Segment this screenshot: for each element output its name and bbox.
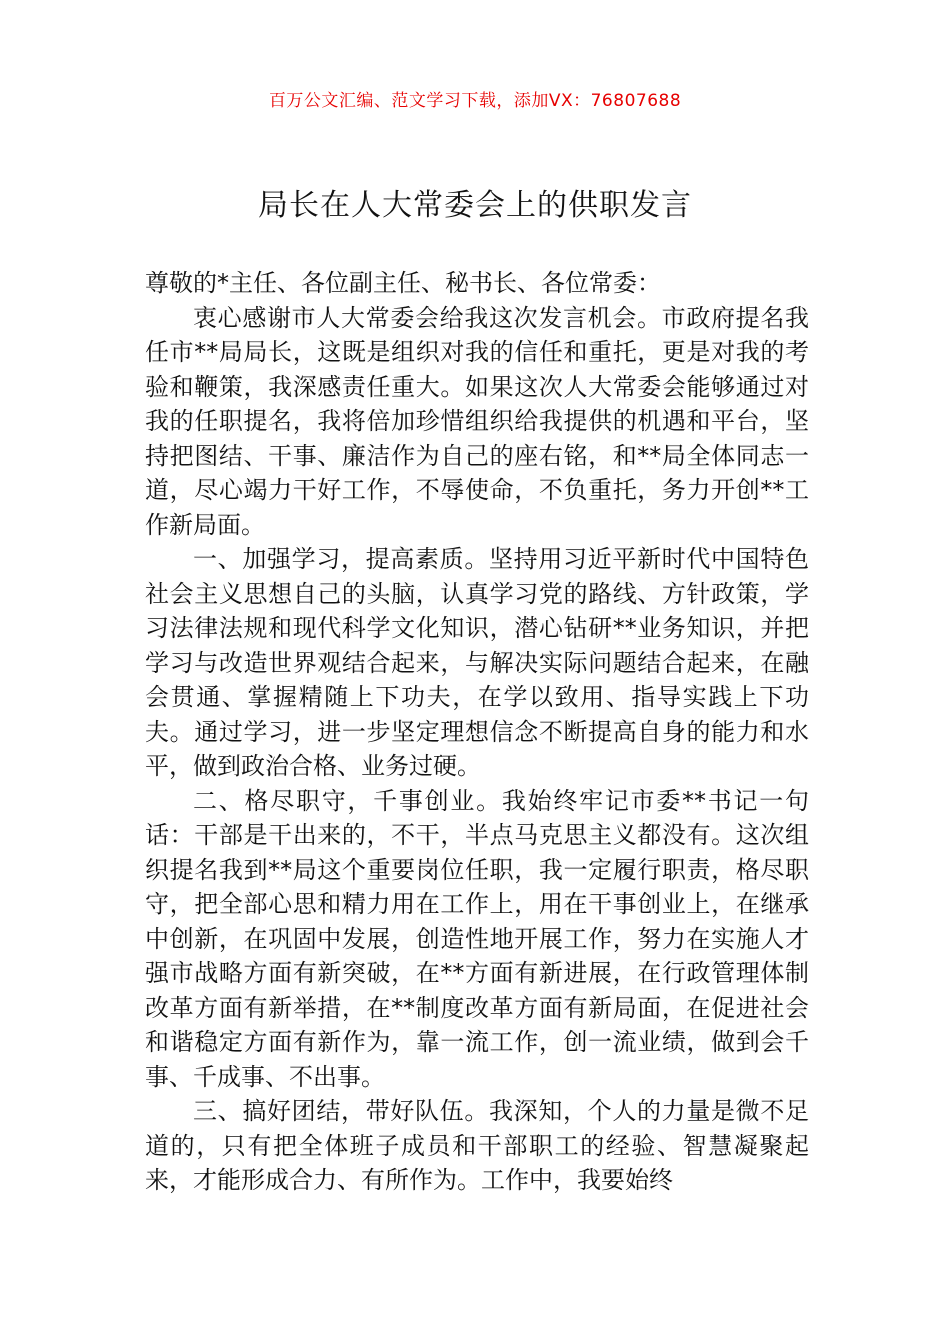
salutation: 尊敬的*主任、各位副主任、秘书长、各位常委： — [145, 269, 661, 297]
paragraph-intro: 衷心感谢市人大常委会给我这次发言机会。市政府提名我任市**局局长，这既是组织对我的信任和重托，更是对我的考验和鞭策，我深感责任重大。如果这次人大常委会能够通过对我的任职提名，我将倍加珍惜组织给我提供的机遇和平台，坚持把图结、干事、廉洁作为自己的座右铭，和**局全体同志一道，尽心竭力干好工作，不辱使命，不负重托，务力开创**工作新局面。 — [145, 303, 809, 539]
document-title: 局长在人大常委会上的供职发言 — [258, 188, 692, 223]
paragraph-unity: 三、搞好团结，带好队伍。我深知，个人的力量是微不足道的，只有把全体班子成员和干部职工的经验、智慧凝聚起来，才能形成合力、有所作为。工作中，我要始终 — [145, 1097, 809, 1194]
document-body — [145, 266, 809, 1198]
watermark-banner: 百万公文汇编、范文学习下载，添加VX：76807688 — [268, 91, 682, 111]
paragraph-study: 一、加强学习，提高素质。坚持用习近平新时代中国特色社会主义思想自己的头脑，认真学习党的路线、方针政策，学习法律法规和现代科学文化知识，潜心钻研**业务知识，并把学习与改造世界观结合起来，与解决实际问题结合起来，在融会贯通、掌握精随上下功夫，在学以致用、指导实践上下功夫。通过学习，进一步坚定理想信念不断提高自身的能力和水平，做到政治合格、业务过硬。 — [145, 545, 809, 780]
paragraph-duty: 二、格尽职守，千事创业。我始终牢记市委**书记一句话：干部是干出来的，不干，半点马克思主义都没有。这次组织提名我到**局这个重要岗位任职，我一定履行职责，格尽职守，把全部心思和精力用在工作上，用在干事创业上，在继承中创新，在巩固中发展，创造性地开展工作，努力在实施人才强市战略方面有新突破，在**方面有新进展，在行政管理体制改革方面有新举措，在**制度改革方面有新局面，在促进社会和谐稳定方面有新作为，靠一流工作，创一流业绩，做到会千事、千成事、不出事。 — [145, 786, 809, 1091]
